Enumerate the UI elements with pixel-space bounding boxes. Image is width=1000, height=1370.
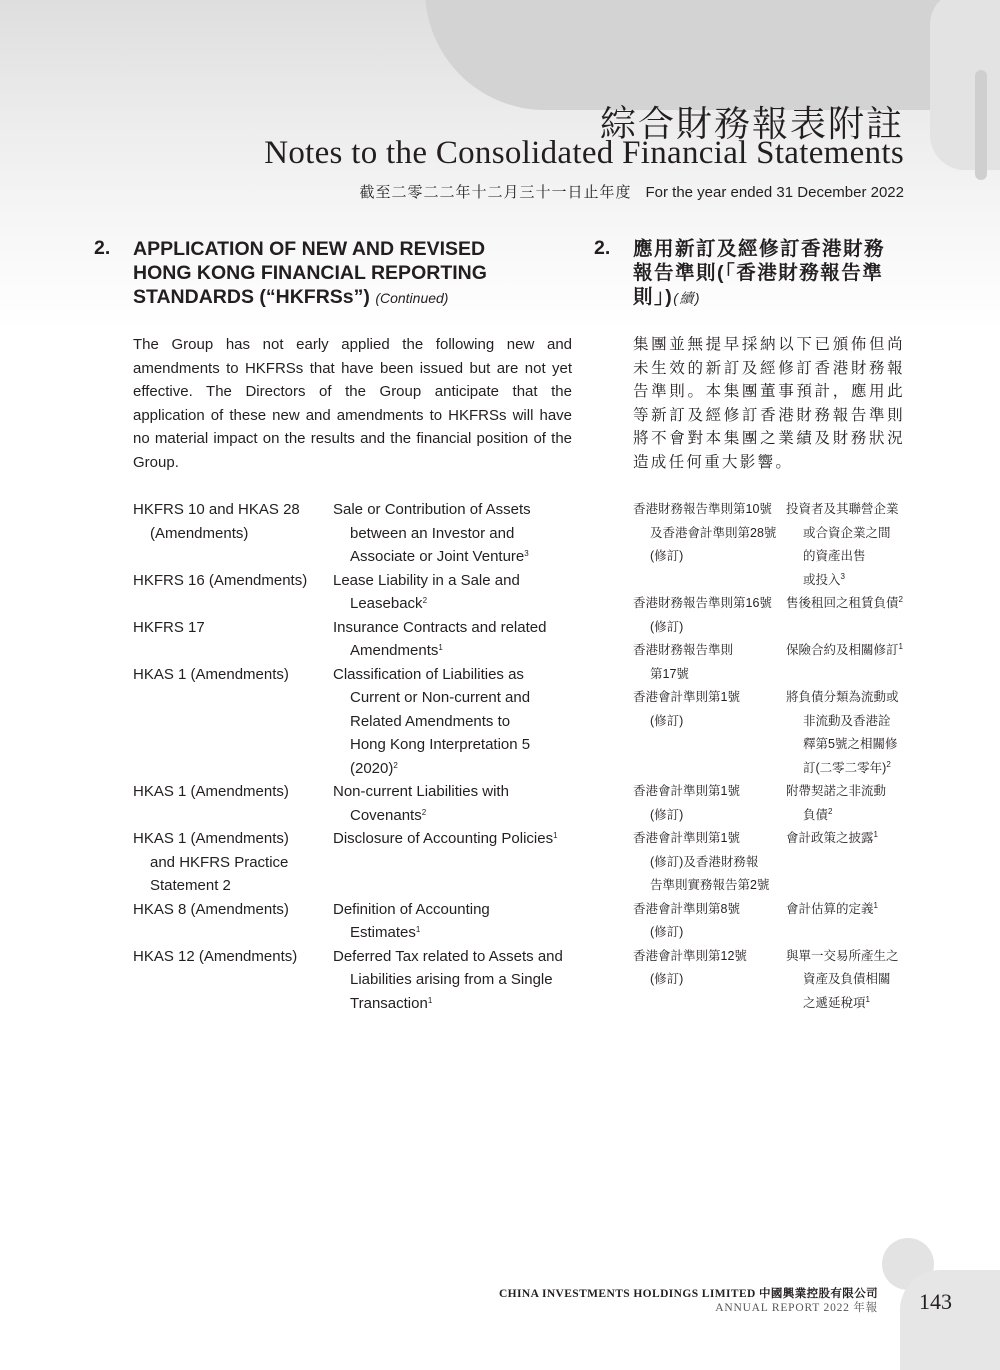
description-text: 訂(二零二零年) xyxy=(803,760,887,775)
standard-description-line xyxy=(333,710,573,734)
header-decoration-shape xyxy=(975,70,987,180)
standards-table-chinese xyxy=(633,498,908,1015)
description-text: 之遞延稅項 xyxy=(803,995,866,1010)
description-text: between an Investor and xyxy=(350,524,515,542)
standard-description-line xyxy=(786,968,908,992)
footnote-marker: 2 xyxy=(421,807,427,817)
footnote-marker: 2 xyxy=(393,760,398,770)
standard-description xyxy=(786,780,908,827)
standard-description xyxy=(786,827,908,898)
standard-name-line: (Amendments) xyxy=(150,524,249,542)
standard-name-line: 香港會計準則第1號 xyxy=(633,690,740,704)
heading-line: 應用新訂及經修訂香港財務 xyxy=(633,238,886,260)
standard-name xyxy=(133,780,333,827)
standard-description-line xyxy=(333,945,573,969)
description-text: 非流動及香港詮 xyxy=(803,713,891,728)
standard-description-line xyxy=(333,522,573,546)
description-text: Sale or Contribution of Assets xyxy=(333,501,531,518)
standard-name-line: 香港會計準則第1號 xyxy=(633,784,740,798)
description-text: 或投入 xyxy=(803,572,841,587)
standard-description xyxy=(333,498,573,569)
standard-description xyxy=(786,945,908,1016)
standard-description-line xyxy=(786,498,908,522)
description-text: Transaction xyxy=(350,994,428,1012)
standard-name-line: HKAS 8 (Amendments) xyxy=(133,900,289,918)
standard-name-line: Statement 2 xyxy=(150,877,231,894)
standard-row xyxy=(633,639,908,686)
description-text: (2020) xyxy=(350,759,394,777)
standard-row xyxy=(633,686,908,780)
standard-description-line xyxy=(786,710,908,734)
standard-description-line xyxy=(333,569,573,593)
standard-description-line xyxy=(786,639,908,663)
description-text: Definition of Accounting xyxy=(333,900,490,918)
standard-name xyxy=(633,686,786,780)
description-text: 附帶契諾之非流動 xyxy=(786,784,887,798)
standard-description-line xyxy=(333,757,573,781)
description-text: Leaseback xyxy=(350,595,423,612)
standard-name xyxy=(633,639,786,686)
standard-description xyxy=(333,827,573,898)
standard-row xyxy=(633,780,908,827)
header-decoration-shape xyxy=(425,0,1000,110)
standard-description-line xyxy=(786,545,908,569)
standard-description xyxy=(786,498,908,592)
standard-description-line xyxy=(333,733,573,757)
standard-description-line xyxy=(786,780,908,804)
standard-row xyxy=(133,569,573,616)
standard-description-line xyxy=(786,686,908,710)
description-text: 與單一交易所產生之 xyxy=(786,948,899,963)
period-chinese: 截至二零二二年十二月三十一日止年度 xyxy=(359,184,632,201)
description-text: 售後租回之租賃負債 xyxy=(786,596,899,610)
standard-name xyxy=(133,498,333,569)
standard-name-line: HKFRS 10 and HKAS 28 xyxy=(133,501,300,518)
standard-name-line: HKFRS 17 xyxy=(133,618,205,636)
standard-name-line: HKAS 12 (Amendments) xyxy=(133,947,298,965)
heading-line: APPLICATION OF NEW AND REVISED xyxy=(133,238,486,260)
page-title-english: Notes to the Consolidated Financial Statements xyxy=(264,135,904,171)
standard-description-line xyxy=(333,663,573,687)
footer-page-tab xyxy=(900,1270,1000,1370)
description-text: Classification of Liabilities as xyxy=(333,665,524,683)
standard-description-line xyxy=(333,545,573,569)
standard-name-line: (修訂) xyxy=(650,925,684,939)
description-text: Lease Liability in a Sale and xyxy=(333,571,520,589)
standard-description-line xyxy=(786,945,908,969)
description-text: Current or Non-current and xyxy=(350,689,531,706)
standard-name xyxy=(633,498,786,592)
intro-paragraph-english: The Group has not early applied the following new and amendments to HKFRSs that have been issued but are not yet effective. The Directors of the Group anticipate that the application of these new and amendments to HKFRSs will have no material impact on the results and the financial position of the Group. xyxy=(133,336,572,471)
standard-row xyxy=(133,616,573,663)
footnote-marker: 3 xyxy=(524,549,529,558)
standard-name xyxy=(633,780,786,827)
standard-description xyxy=(333,898,573,945)
footnote-marker: 1 xyxy=(873,900,878,910)
standard-name-line: (修訂) xyxy=(650,972,684,986)
standard-description xyxy=(333,780,573,827)
standard-description-line xyxy=(333,968,573,992)
description-text: Amendments xyxy=(350,642,439,659)
standard-name xyxy=(633,898,786,945)
section-number-en: 2. xyxy=(94,237,111,259)
footnote-marker: 2 xyxy=(828,806,833,816)
header-decoration-shape xyxy=(930,0,1000,170)
footnote-marker: 1 xyxy=(438,643,443,652)
footnote-marker: 2 xyxy=(898,595,903,604)
standard-row xyxy=(133,663,573,781)
standard-name xyxy=(133,827,333,898)
footnote-marker: 1 xyxy=(553,831,558,840)
description-text: Related Amendments to xyxy=(350,712,511,730)
standard-description xyxy=(333,616,573,663)
standard-description-line xyxy=(786,804,908,828)
standard-description-line xyxy=(333,992,573,1016)
standard-name xyxy=(133,663,333,781)
intro-paragraph-chinese: 集團並無提早採納以下已頒佈但尚未生效的新訂及經修訂香港財務報告準則。本集團董事預計，應用此等新訂及經修訂香港財務報告準則將不會對本集團之業績及財務狀況造成任何重大影響。 xyxy=(633,336,905,471)
description-text: 會計政策之披露 xyxy=(786,831,874,845)
description-text: 的資產出售 xyxy=(803,549,866,563)
standard-row xyxy=(633,592,908,639)
footnote-marker: 3 xyxy=(840,571,845,581)
description-text: 保險合約及相關修訂 xyxy=(786,643,899,657)
page-title-chinese: 綜合財務報表附註 xyxy=(599,104,904,145)
heading-line: HONG KONG FINANCIAL REPORTING xyxy=(133,262,487,284)
period-english: For the year ended 31 December 2022 xyxy=(645,184,904,201)
standard-row xyxy=(133,945,573,1016)
standard-name-line: HKAS 1 (Amendments) xyxy=(133,665,289,683)
standard-row xyxy=(633,827,908,898)
standard-description-line xyxy=(786,757,908,781)
standard-name-line: 香港會計準則第1號 xyxy=(633,831,740,845)
footer-report-label: ANNUAL REPORT 2022 年報 xyxy=(715,1302,878,1314)
description-text: Disclosure of Accounting Policies xyxy=(333,830,554,847)
footnote-marker: 2 xyxy=(422,596,428,605)
standard-description xyxy=(786,639,908,686)
section-heading-chinese xyxy=(633,237,905,310)
footnote-marker: 1 xyxy=(898,642,903,651)
standard-description-line xyxy=(786,569,908,593)
footnote-marker: 1 xyxy=(865,994,870,1004)
standard-row xyxy=(133,827,573,898)
standard-description-line xyxy=(333,804,573,828)
standard-description-line xyxy=(333,498,573,522)
heading-line-last xyxy=(133,285,553,310)
heading-line: 報告準則(「香港財務報告準 xyxy=(633,262,884,284)
standard-name-line: HKAS 1 (Amendments) xyxy=(133,830,289,847)
standard-description xyxy=(333,569,573,616)
footnote-marker: 2 xyxy=(886,759,891,769)
continued-label: (Continued) xyxy=(375,290,449,306)
standard-name-line: (修訂) xyxy=(650,549,684,563)
standard-row xyxy=(633,898,908,945)
continued-label: (續) xyxy=(673,290,702,306)
description-text: 釋第5號之相關修 xyxy=(803,737,898,751)
description-text: 資產及負債相關 xyxy=(803,972,891,986)
standard-description xyxy=(786,686,908,780)
description-text: Insurance Contracts and related xyxy=(333,618,547,636)
standard-description-line xyxy=(333,780,573,804)
description-text: Associate or Joint Venture xyxy=(350,548,525,565)
heading-line: 則」) xyxy=(633,286,674,308)
description-text: Covenants xyxy=(350,806,422,824)
standard-name-line: and HKFRS Practice xyxy=(150,853,289,871)
footnote-marker: 1 xyxy=(415,925,421,934)
standard-name-line: 香港財務報告準則第16號 xyxy=(633,596,772,610)
footer-company-name: CHINA INVESTMENTS HOLDINGS LIMITED 中國興業控股有限公司 xyxy=(498,1288,878,1300)
page-number: 143 xyxy=(919,1289,952,1314)
standard-name-line: 香港財務報告準則第10號 xyxy=(633,502,772,516)
standard-description-line xyxy=(333,827,573,851)
section-heading-english xyxy=(133,237,553,310)
standard-name xyxy=(133,898,333,945)
page-subtitle xyxy=(359,181,904,202)
standard-description-line xyxy=(333,686,573,710)
standard-name-line: 及香港會計準則第28號 xyxy=(650,525,777,540)
standard-name-line: 香港會計準則第12號 xyxy=(633,948,747,963)
standard-name-line: 第17號 xyxy=(650,666,689,681)
standard-name-line: (修訂)及香港財務報 xyxy=(650,854,759,869)
standard-name-line: 告準則實務報告第2號 xyxy=(650,878,770,892)
standard-description-line xyxy=(333,592,573,616)
standard-description-line xyxy=(786,992,908,1016)
standard-name xyxy=(633,945,786,1016)
standard-name-line: 香港會計準則第8號 xyxy=(633,901,740,916)
standard-name-line: (修訂) xyxy=(650,807,684,822)
standard-row xyxy=(133,498,573,569)
standard-description xyxy=(333,663,573,781)
standard-name-line: 香港財務報告準則 xyxy=(633,643,734,657)
description-text: 負債 xyxy=(803,807,829,822)
standard-description xyxy=(786,898,908,945)
description-text: Estimates xyxy=(350,924,416,941)
standard-description-line xyxy=(333,921,573,945)
standard-description-line xyxy=(786,592,908,616)
standard-name-line: (修訂) xyxy=(650,713,684,728)
standard-description-line xyxy=(333,639,573,663)
standard-description-line xyxy=(333,616,573,640)
standard-row xyxy=(133,898,573,945)
standards-table-english xyxy=(133,498,573,1015)
description-text: 投資者及其聯營企業 xyxy=(786,502,899,516)
standard-name-line: (修訂) xyxy=(650,619,684,634)
footnote-marker: 1 xyxy=(427,995,433,1005)
standard-description-line xyxy=(786,733,908,757)
description-text: Non-current Liabilities with xyxy=(333,783,509,800)
standard-description-line xyxy=(786,522,908,546)
footnote-marker: 1 xyxy=(873,830,878,839)
description-text: Liabilities arising from a Single xyxy=(350,971,553,988)
description-text: 將負債分類為流動或 xyxy=(786,690,899,704)
standard-row xyxy=(633,498,908,592)
heading-line: STANDARDS (“HKFRSs”) xyxy=(133,286,370,308)
standard-row xyxy=(633,945,908,1016)
heading-line-last xyxy=(633,285,905,310)
standard-description xyxy=(786,592,908,639)
standard-name xyxy=(633,827,786,898)
description-text: 或合資企業之間 xyxy=(803,525,891,540)
standard-name-line: HKFRS 16 (Amendments) xyxy=(133,571,308,589)
section-number-cn: 2. xyxy=(594,237,611,259)
standard-name-line: HKAS 1 (Amendments) xyxy=(133,783,289,800)
standard-description xyxy=(333,945,573,1016)
standard-name xyxy=(633,592,786,639)
standard-name xyxy=(133,945,333,1016)
description-text: Deferred Tax related to Assets and xyxy=(333,947,563,965)
description-text: 會計估算的定義 xyxy=(786,901,874,916)
standard-name xyxy=(133,616,333,663)
standard-description-line xyxy=(786,898,908,922)
description-text: Hong Kong Interpretation 5 xyxy=(350,736,531,753)
standard-row xyxy=(133,780,573,827)
standard-description-line xyxy=(333,898,573,922)
standard-description-line xyxy=(786,827,908,851)
standard-name xyxy=(133,569,333,616)
